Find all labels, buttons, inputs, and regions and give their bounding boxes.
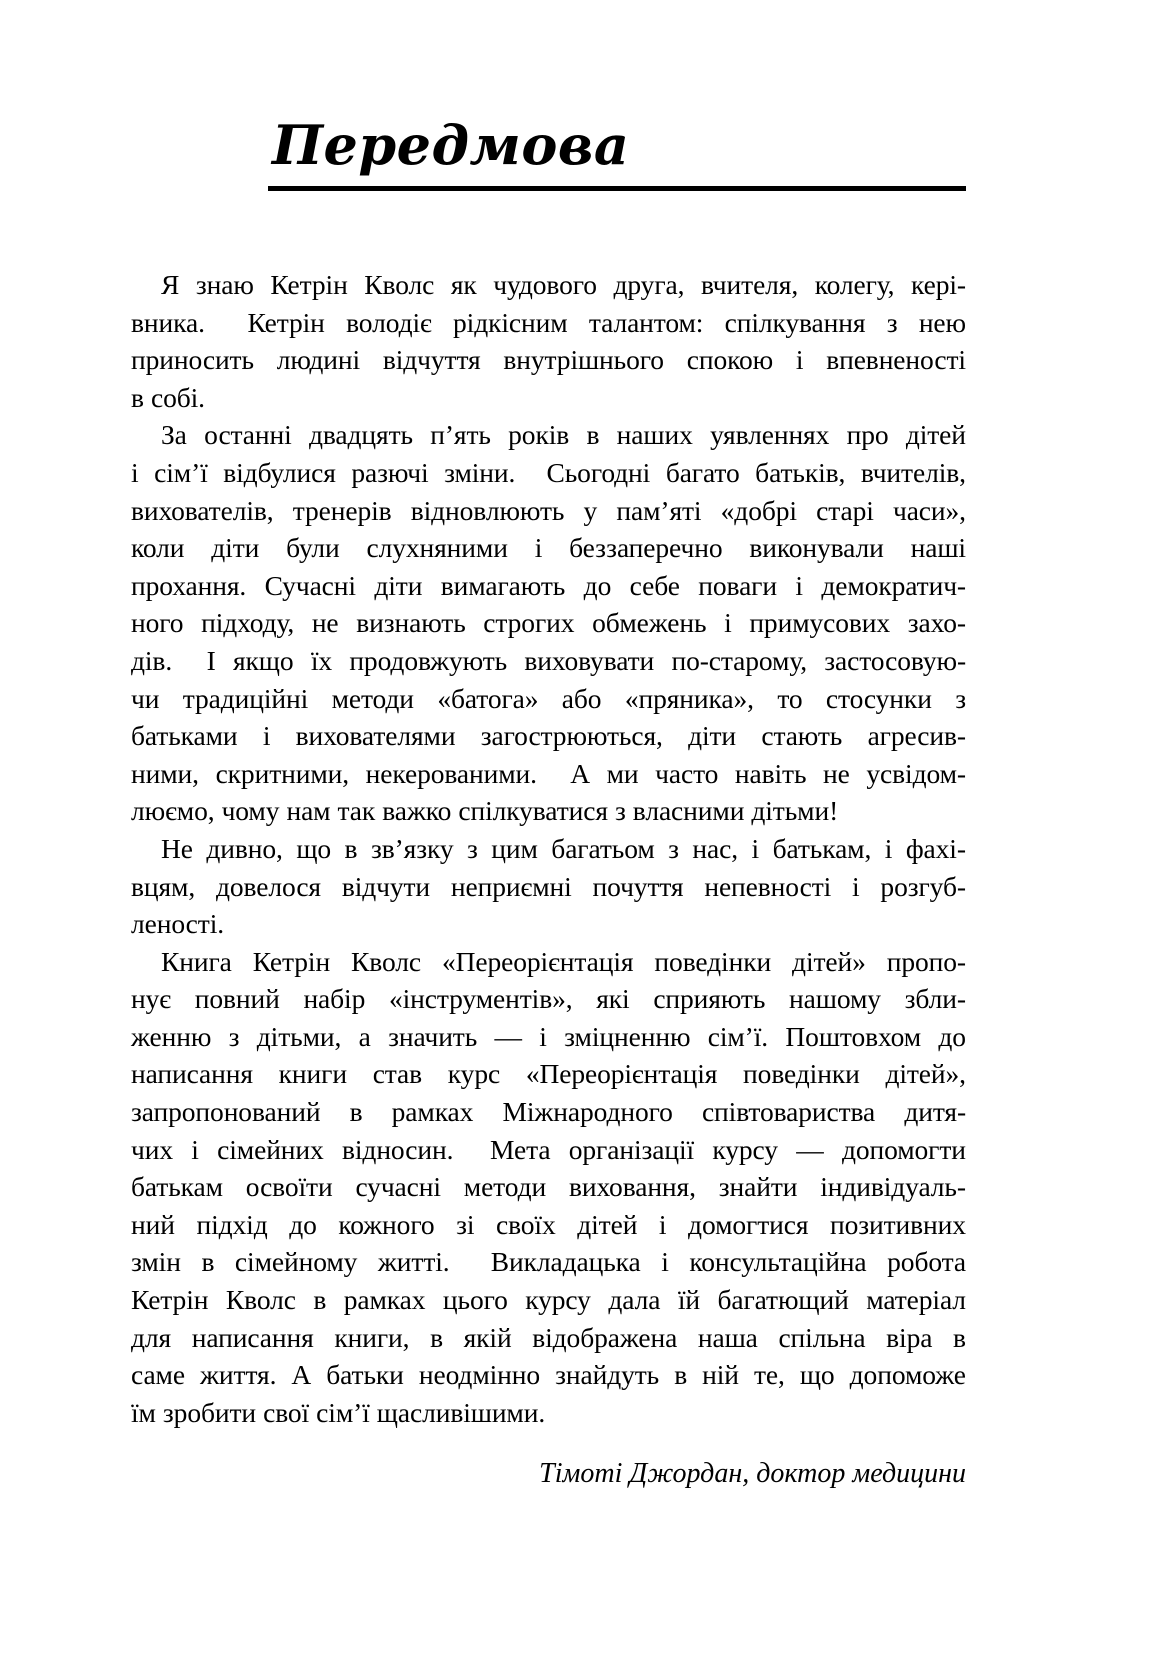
text-line: женню з дітьми, а значить — і зміцненню сім’ї. Поштовхом до bbox=[131, 1020, 966, 1052]
text-line: в собі. bbox=[131, 381, 205, 413]
text-line: люємо, чому нам так важко спілкуватися з власними дітьми! bbox=[131, 795, 839, 827]
paragraph-para-1 bbox=[131, 266, 966, 416]
text-line: вника. Кетрін володіє рідкісним талантом: спілкування з нею bbox=[131, 306, 966, 338]
text-line: дів. І якщо їх продовжують виховувати по-старому, застосовую- bbox=[131, 644, 966, 676]
text-line: ний підхід до кожного зі своїх дітей і домогтися позитивних bbox=[131, 1208, 966, 1240]
text-line: змін в сімейному житті. Викладацька і консультаційна робота bbox=[131, 1246, 966, 1278]
title-divider bbox=[268, 186, 966, 191]
text-line: коли діти були слухняними і беззаперечно виконували наші bbox=[131, 532, 966, 564]
text-line: для написання книги, в якій відображена наша спільна віра в bbox=[131, 1321, 966, 1353]
text-line: вцям, довелося відчути неприємні почуття непевності і розгуб- bbox=[131, 870, 966, 902]
text-line: і сім’ї відбулися разючі зміни. Сьогодні багато батьків, вчителів, bbox=[131, 456, 966, 488]
page-heading bbox=[268, 113, 966, 191]
text-line: прохання. Сучасні діти вимагають до себе поваги і демократич- bbox=[131, 569, 966, 601]
text-line: запропонований в рамках Міжнародного співтовариства дитя- bbox=[131, 1096, 966, 1128]
text-line: Книга Кетрін Кволс «Переорієнтація поведінки дітей» пропо- bbox=[161, 945, 966, 977]
text-line: їм зробити свої сім’ї щасливішими. bbox=[131, 1396, 546, 1428]
paragraph-para-2 bbox=[131, 416, 966, 830]
text-line: ного підходу, не визнають строгих обмежень і примусових захо- bbox=[131, 607, 966, 639]
text-line: Кетрін Кволс в рамках цього курсу дала їй багатющий матеріал bbox=[131, 1284, 966, 1316]
text-line: батькам освоїти сучасні методи виховання, знайти індивідуаль- bbox=[131, 1171, 966, 1203]
body-text bbox=[131, 266, 966, 1431]
text-line: За останні двадцять п’ять років в наших уявленнях про дітей bbox=[161, 419, 966, 451]
text-line: вихователів, тренерів відновлюють у пам’яті «добрі старі часи», bbox=[131, 494, 966, 526]
text-line: написання книги став курс «Переорієнтація поведінки дітей», bbox=[131, 1058, 966, 1090]
text-line: батьками і вихователями загострюються, діти стають агресив- bbox=[131, 720, 966, 752]
text-line: Не дивно, що в зв’язку з цим багатьом з нас, і батькам, і фахі- bbox=[161, 832, 966, 864]
text-line: ними, скритними, некерованими. А ми часто навіть не усвідом- bbox=[131, 757, 966, 789]
text-line: саме життя. А батьки неодмінно знайдуть в ній те, що допоможе bbox=[131, 1359, 966, 1391]
text-line: чи традиційні методи «батога» або «пряника», то стосунки з bbox=[131, 682, 966, 714]
author-signature: Тімоті Джордан, доктор медицини bbox=[539, 1458, 966, 1489]
text-line: нує повний набір «інструментів», які сприяють нашому збли- bbox=[131, 983, 966, 1015]
paragraph-para-3 bbox=[131, 830, 966, 943]
text-line: чих і сімейних відносин. Мета організації курсу — допомогти bbox=[131, 1133, 966, 1165]
signature-block bbox=[131, 1456, 966, 1492]
text-line: приносить людині відчуття внутрішнього спокою і впевненості bbox=[131, 344, 966, 376]
text-line: Я знаю Кетрін Кволс як чудового друга, вчителя, колегу, кері- bbox=[161, 269, 966, 300]
text-line: леності. bbox=[131, 908, 225, 940]
paragraph-para-4 bbox=[131, 943, 966, 1432]
page-title: Передмова bbox=[272, 113, 630, 177]
